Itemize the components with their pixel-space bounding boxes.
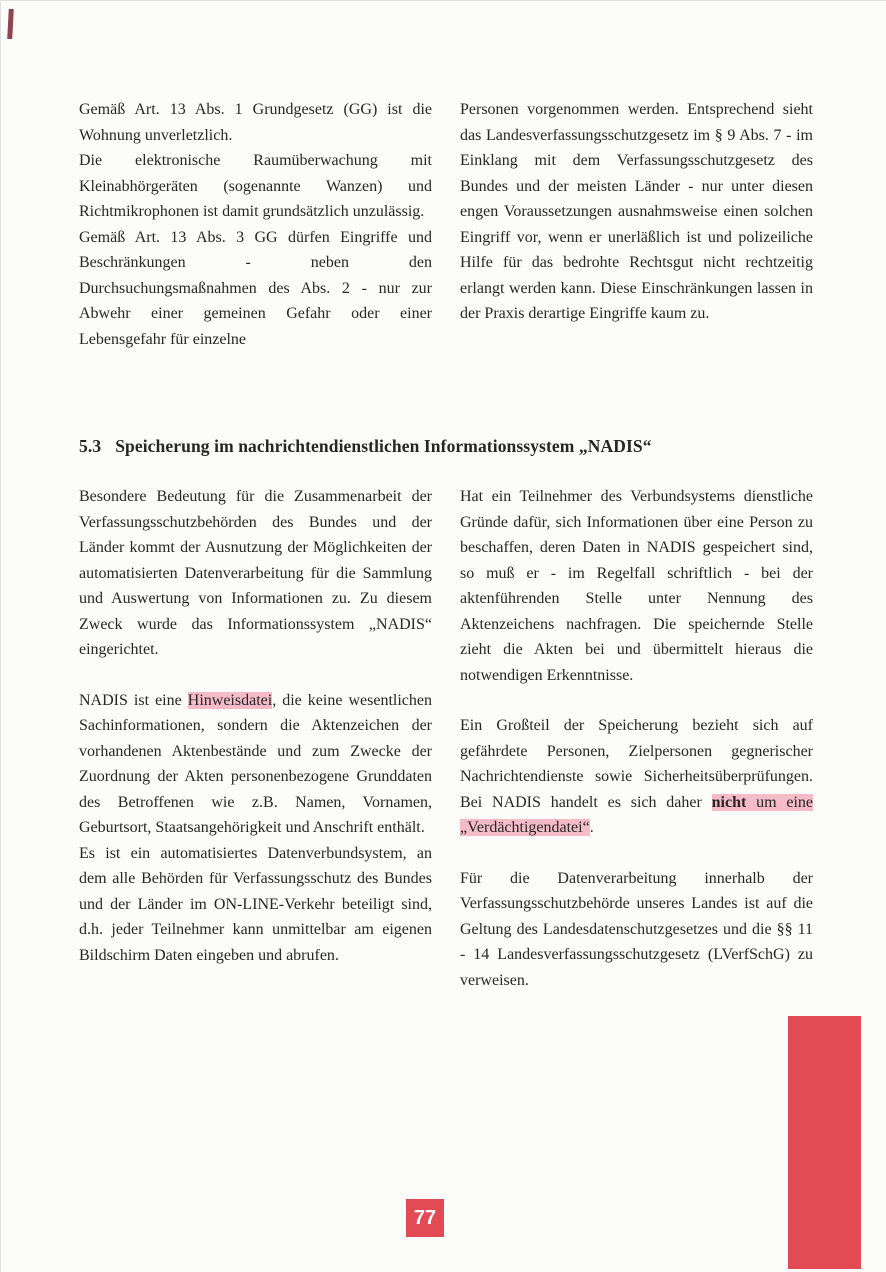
paragraph: Es ist ein automatisiertes Datenverbundsystem, an dem alle Behörden für Verfassungsschutz des Bundes und der Länder im ON-LINE-Verkehr beteiligt sind, d.h. jeder Teilnehmer kann unmittelbar am eigenen Bildschirm Daten eingeben und abrufen. — [79, 844, 432, 964]
highlighted-text: um eine „Verdächtigendatei“ — [460, 793, 814, 836]
paragraph: Hat ein Teilnehmer des Verbundsystems dienstliche Gründe dafür, sich Informationen über eine Person zu beschaffen, deren Daten in NADIS gespeichert sind, so muß er - im Regelfall schriftlich - bei der aktenführenden Stelle unter Nennung des Aktenzeichens nachfragen. Die speichernde Stelle zieht die Akten bei und übermittelt hieraus die notwendigen Erkenntnisse. — [460, 488, 813, 684]
section-heading — [79, 436, 813, 457]
red-side-bar — [788, 1016, 861, 1269]
paragraph: Gemäß Art. 13 Abs. 3 GG dürfen Eingriffe und Beschränkungen - neben den Durchsuchungsmaßnahmen des Abs. 2 - nur zur Abwehr einer gemeinen Gefahr oder einer Lebensgefahr für einzelne — [79, 228, 432, 348]
section-title: Speicherung im nachrichtendienstlichen Informationssystem „NADIS“ — [115, 436, 652, 456]
paragraph: Besondere Bedeutung für die Zusammenarbeit der Verfassungsschutzbehörden des Bundes und der Länder kommt der Ausnutzung der Möglichkeiten der automatisierten Datenverarbeitung für die Sammlung und Auswertung von Informationen zu. Zu diesem Zweck wurde das Informationssystem „NADIS“ eingerichtet. — [79, 488, 432, 658]
intro-left-column — [79, 97, 432, 352]
intro-section — [79, 97, 813, 352]
text-segment: . — [589, 819, 594, 836]
paragraph: Personen vorgenommen werden. Entsprechend sieht das Landesverfassungsschutzgesetz im § 9 Abs. 7 - im Einklang mit dem Verfassungsschutzgesetz des Bundes und der meisten Länder - nur unter diesen engen Voraussetzungen ausnahmsweise einen solchen Eingriff vor, wenn er unerläßlich ist und polizeiliche Hilfe für das bedrohte Rechtsgut nicht rechtzeitig erlangt werden kann. Diese Einschränkungen lassen in der Praxis derartige Eingriffe kaum zu. — [460, 101, 813, 322]
paragraph — [79, 688, 432, 841]
page-content — [79, 97, 813, 993]
bold-highlighted-text: nicht — [711, 793, 747, 811]
scan-corner-artifact — [7, 9, 14, 39]
nadis-left-column — [79, 484, 432, 993]
intro-right-column — [460, 97, 813, 352]
nadis-section — [79, 484, 813, 993]
paragraph: Für die Datenverarbeitung innerhalb der Verfassungsschutzbehörde unseres Landes ist auf die Geltung des Landesdatenschutzgesetzes und die §§ 11 - 14 Landesverfassungsschutzgesetz (LVerfSchG) zu verweisen. — [460, 869, 813, 989]
page-number-badge — [406, 1199, 444, 1237]
text-segment: , die keine wesentlichen Sachinformationen, sondern die Aktenzeichen der vorhandenen Aktenbestände und zum Zwecke der Zuordnung der Akten personenbezogene Grunddaten des Betroffenen wie z.B. Namen, Vornamen, Geburtsort, Staatsangehörigkeit und Anschrift enthält. — [79, 691, 433, 836]
page-number: 77 — [413, 1206, 437, 1229]
paragraph: Die elektronische Raumüberwachung mit Kleinabhörgeräten (sogenannte Wanzen) und Richtmikrophonen ist damit grundsätzlich unzulässig. — [79, 152, 432, 220]
paragraph: Gemäß Art. 13 Abs. 1 Grundgesetz (GG) ist die Wohnung unverletzlich. — [79, 101, 432, 144]
highlighted-text: Hinweisdatei — [187, 691, 273, 709]
text-segment: NADIS ist eine — [79, 691, 188, 709]
nadis-right-column — [460, 484, 813, 993]
text-segment: Ein Großteil der Speicherung bezieht sich auf gefährdete Personen, Zielpersonen gegnerischer Nachrichtendienste sowie Sicherheitsüberprüfungen. Bei NADIS handelt es sich daher — [460, 717, 813, 811]
paragraph — [460, 713, 813, 841]
section-number: 5.3 — [79, 436, 102, 456]
